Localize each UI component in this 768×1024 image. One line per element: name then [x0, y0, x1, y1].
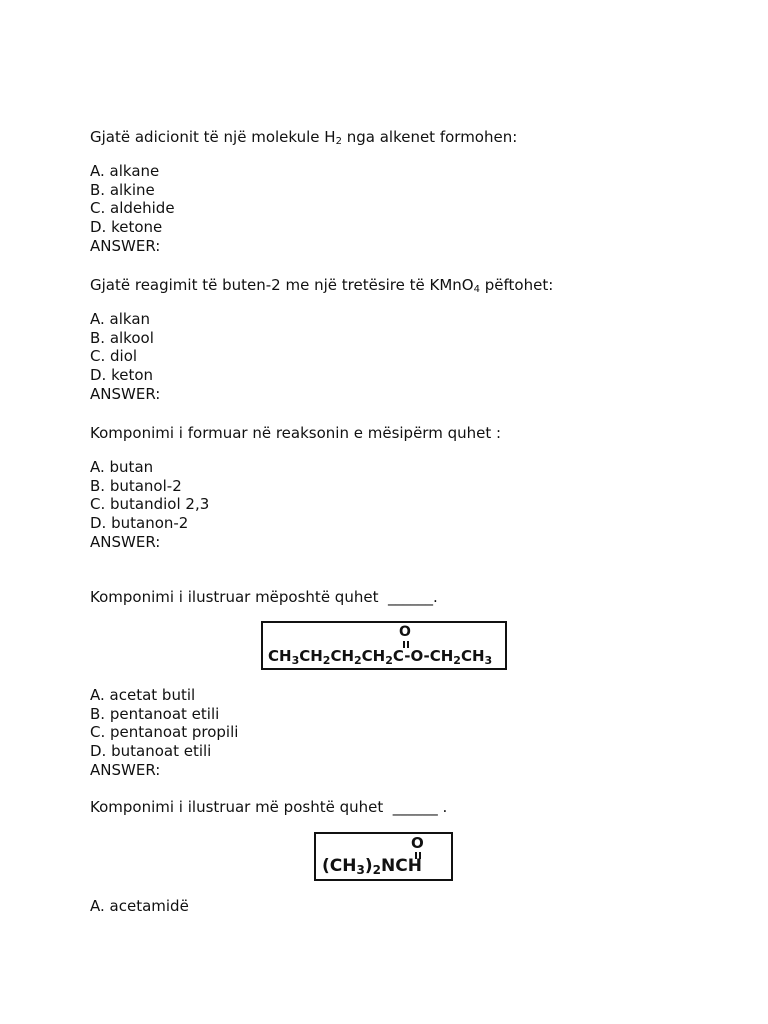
question-5	[90, 798, 690, 817]
question-4-options	[90, 686, 690, 779]
option-c: C. pentanoat propili	[90, 723, 239, 742]
question-4-options-block	[90, 671, 690, 779]
question-1	[90, 128, 690, 255]
option-a: A. butan	[90, 458, 154, 476]
option-d: D. ketone	[90, 218, 163, 237]
question-5-options	[90, 897, 690, 916]
option-b: B. alkine	[90, 180, 155, 199]
question-3-stem: Komponimi i formuar në reaksonin e mësipërm quhet :	[90, 424, 502, 442]
question-1-options	[90, 162, 690, 255]
option-c: C. aldehide	[90, 199, 175, 218]
question-2-options	[90, 310, 690, 403]
option-a: A. acetat butil	[90, 686, 196, 704]
ester-formula-box	[261, 621, 507, 670]
question-2	[90, 276, 690, 403]
question-3	[90, 424, 690, 551]
ester-formula-text: $CH_3CH_2CH_2CH_2C-O-CH_2CH_3$	[268, 647, 493, 667]
option-b: B. pentanoat etili	[90, 704, 220, 723]
answer-label: ANSWER:	[90, 760, 161, 779]
option-c: C. diol	[90, 347, 138, 366]
carbonyl-oxygen: O	[411, 834, 424, 852]
question-3-options	[90, 458, 690, 551]
question-5-options-block	[90, 882, 690, 916]
option-b: B. alkool	[90, 328, 154, 347]
answer-label: ANSWER:	[90, 236, 161, 255]
option-a: A. alkane	[90, 162, 160, 180]
option-b: B. butanol-2	[90, 476, 182, 495]
option-a: A. alkan	[90, 310, 151, 328]
option-d: D. butanoat etili	[90, 742, 212, 761]
amide-formula-text: (CH3)2NCH	[322, 856, 422, 877]
amide-formula-box	[314, 832, 453, 881]
option-c: C. butandiol 2,3	[90, 495, 210, 514]
question-1-stem: Gjatë adicionit të një molekule $H_2$ nga alkenet formohen:	[90, 128, 518, 147]
question-4	[90, 588, 690, 607]
question-4-stem: Komponimi i ilustruar mëposhtë quhet ______.	[90, 588, 438, 606]
carbonyl-oxygen: O	[399, 624, 411, 640]
option-d: D. butanon-2	[90, 514, 189, 533]
option-a: A. acetamidë	[90, 897, 189, 915]
option-d: D. keton	[90, 366, 154, 385]
answer-label: ANSWER:	[90, 532, 161, 551]
question-2-stem: Gjatë reagimit të buten-2 me një tretësire të KMnO$_4$ pëftohet:	[90, 276, 554, 295]
answer-label: ANSWER:	[90, 384, 161, 403]
question-5-stem: Komponimi i ilustruar më poshtë quhet ______ .	[90, 798, 448, 816]
